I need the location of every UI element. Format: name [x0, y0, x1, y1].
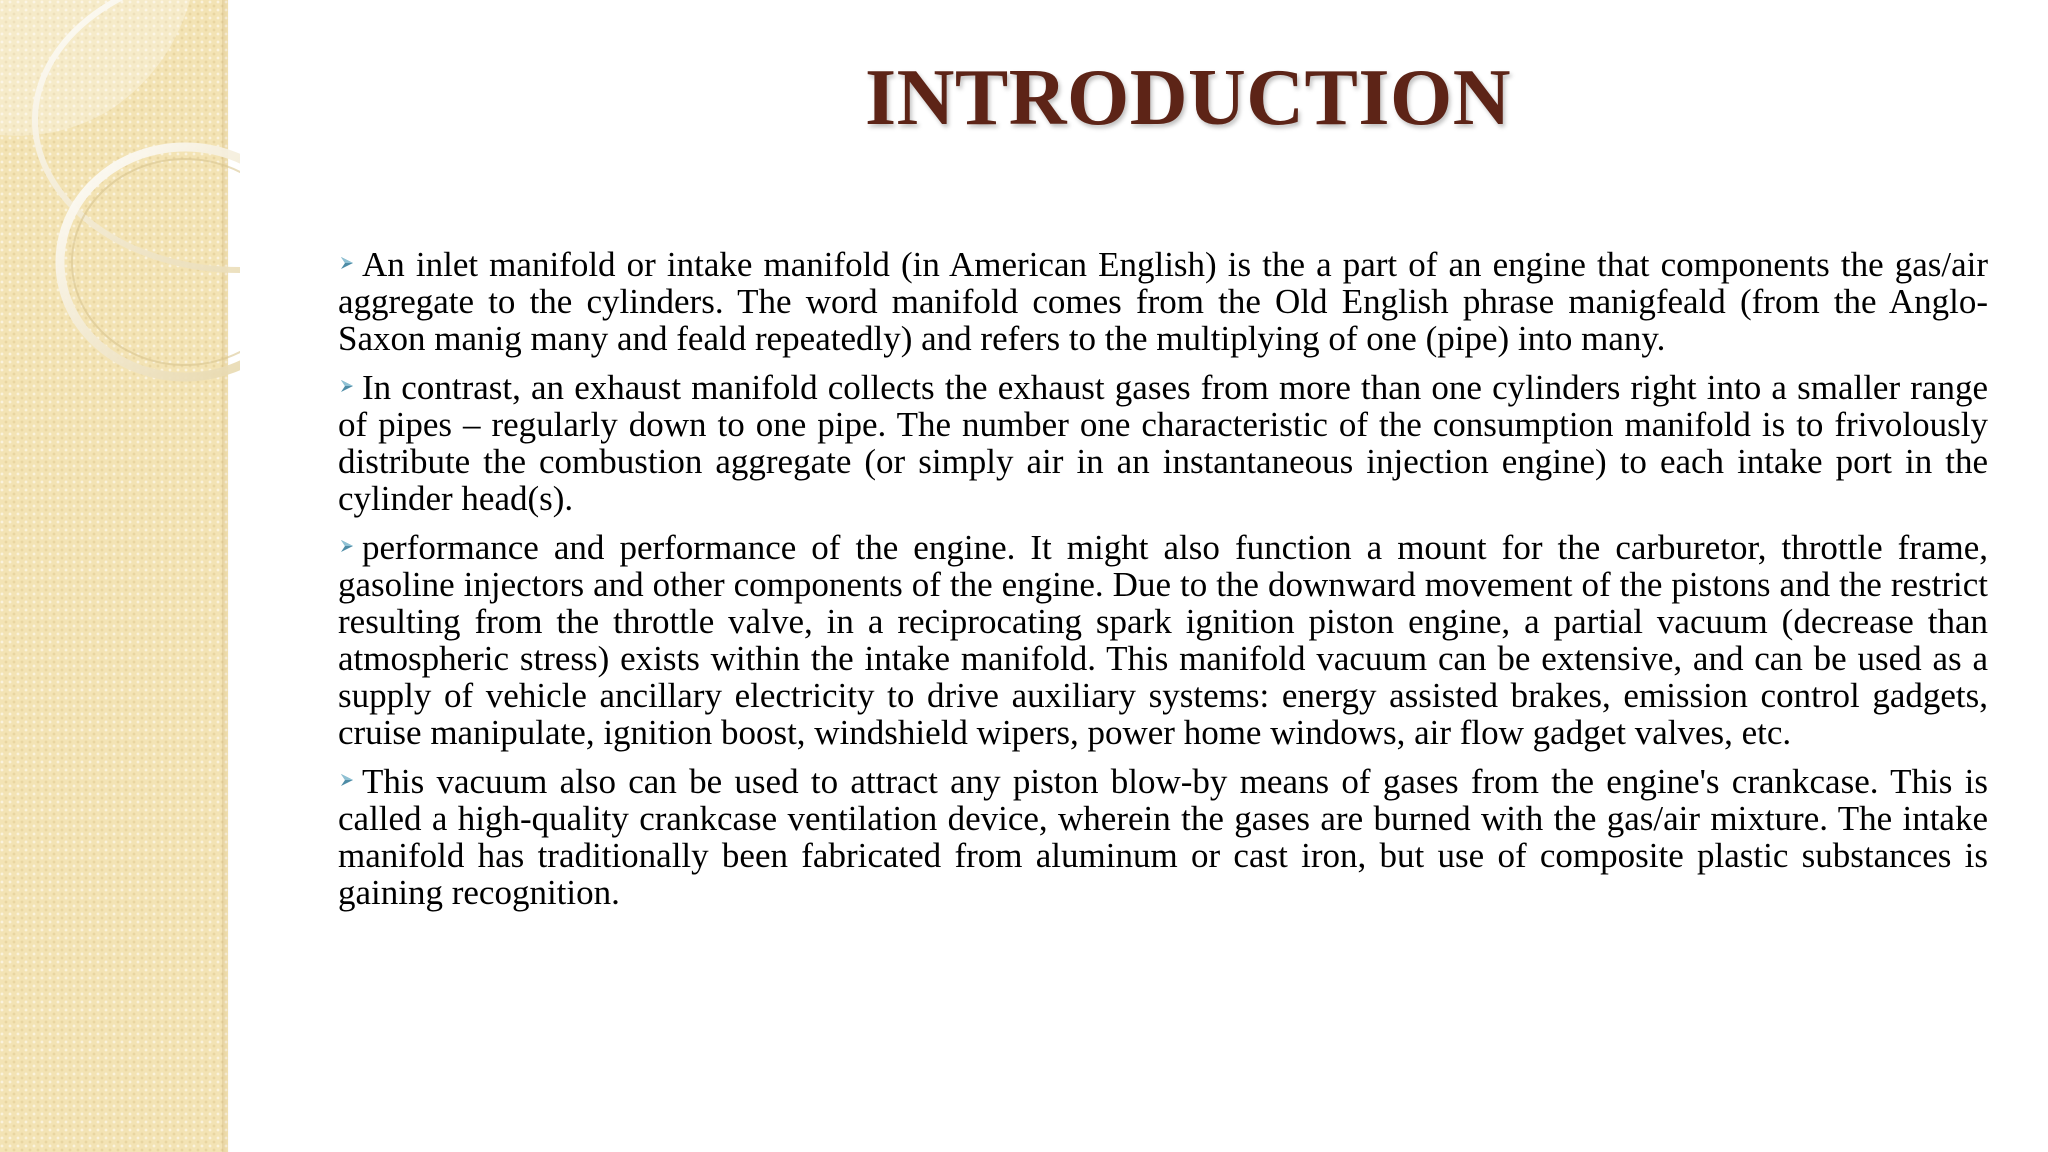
- slide-title: INTRODUCTION: [864, 54, 1512, 142]
- arrowhead-bullet-icon: [338, 369, 362, 406]
- bullet-paragraph-4: [338, 763, 1988, 911]
- bullet-list: [338, 246, 1988, 923]
- bullet-paragraph-2: [338, 369, 1988, 517]
- paragraph-text: An inlet manifold or intake manifold (in American English) is the a part of an engine that components the gas/air aggregate to the cylinders. The word manifold comes from the Old English phrase manigfeald (from the Anglo-Saxon manig many and feald repeatedly) and refers to the multiplying of one (pipe) into many.: [338, 245, 1988, 358]
- bullet-paragraph-1: [338, 246, 1988, 357]
- arrowhead-bullet-icon: [338, 763, 362, 800]
- paragraph-text: performance and performance of the engine. It might also function a mount for the carburetor, throttle frame, gasoline injectors and other components of the engine. Due to the downward movement of the pistons and the restrict resulting from the throttle valve, in a reciprocating spark ignition piston engine, a partial vacuum (decrease than atmospheric stress) exists within the intake manifold. This manifold vacuum can be extensive, and can be used as a supply of vehicle ancillary electricity to drive auxiliary systems: energy assisted brakes, emission control gadgets, cruise manipulate, ignition boost, windshield wipers, power home windows, air flow gadget valves, etc.: [338, 528, 1988, 752]
- paragraph-text: In contrast, an exhaust manifold collects the exhaust gases from more than one cylinders right into a smaller range of pipes – regularly down to one pipe. The number one characteristic of the consumption manifold is to frivolously distribute the combustion aggregate (or simply air in an instantaneous injection engine) to each intake port in the cylinder head(s).: [338, 368, 1988, 518]
- arrowhead-bullet-icon: [338, 529, 362, 566]
- decorative-swirl-graphic: [0, 0, 240, 420]
- paragraph-text: This vacuum also can be used to attract any piston blow-by means of gases from the engine's crankcase. This is called a high-quality crankcase ventilation device, wherein the gases are burned with the gas/air mixture. The intake manifold has traditionally been fabricated from aluminum or cast iron, but use of composite plastic substances is gaining recognition.: [338, 762, 1988, 912]
- bullet-paragraph-3: [338, 529, 1988, 751]
- arrowhead-bullet-icon: [338, 246, 362, 283]
